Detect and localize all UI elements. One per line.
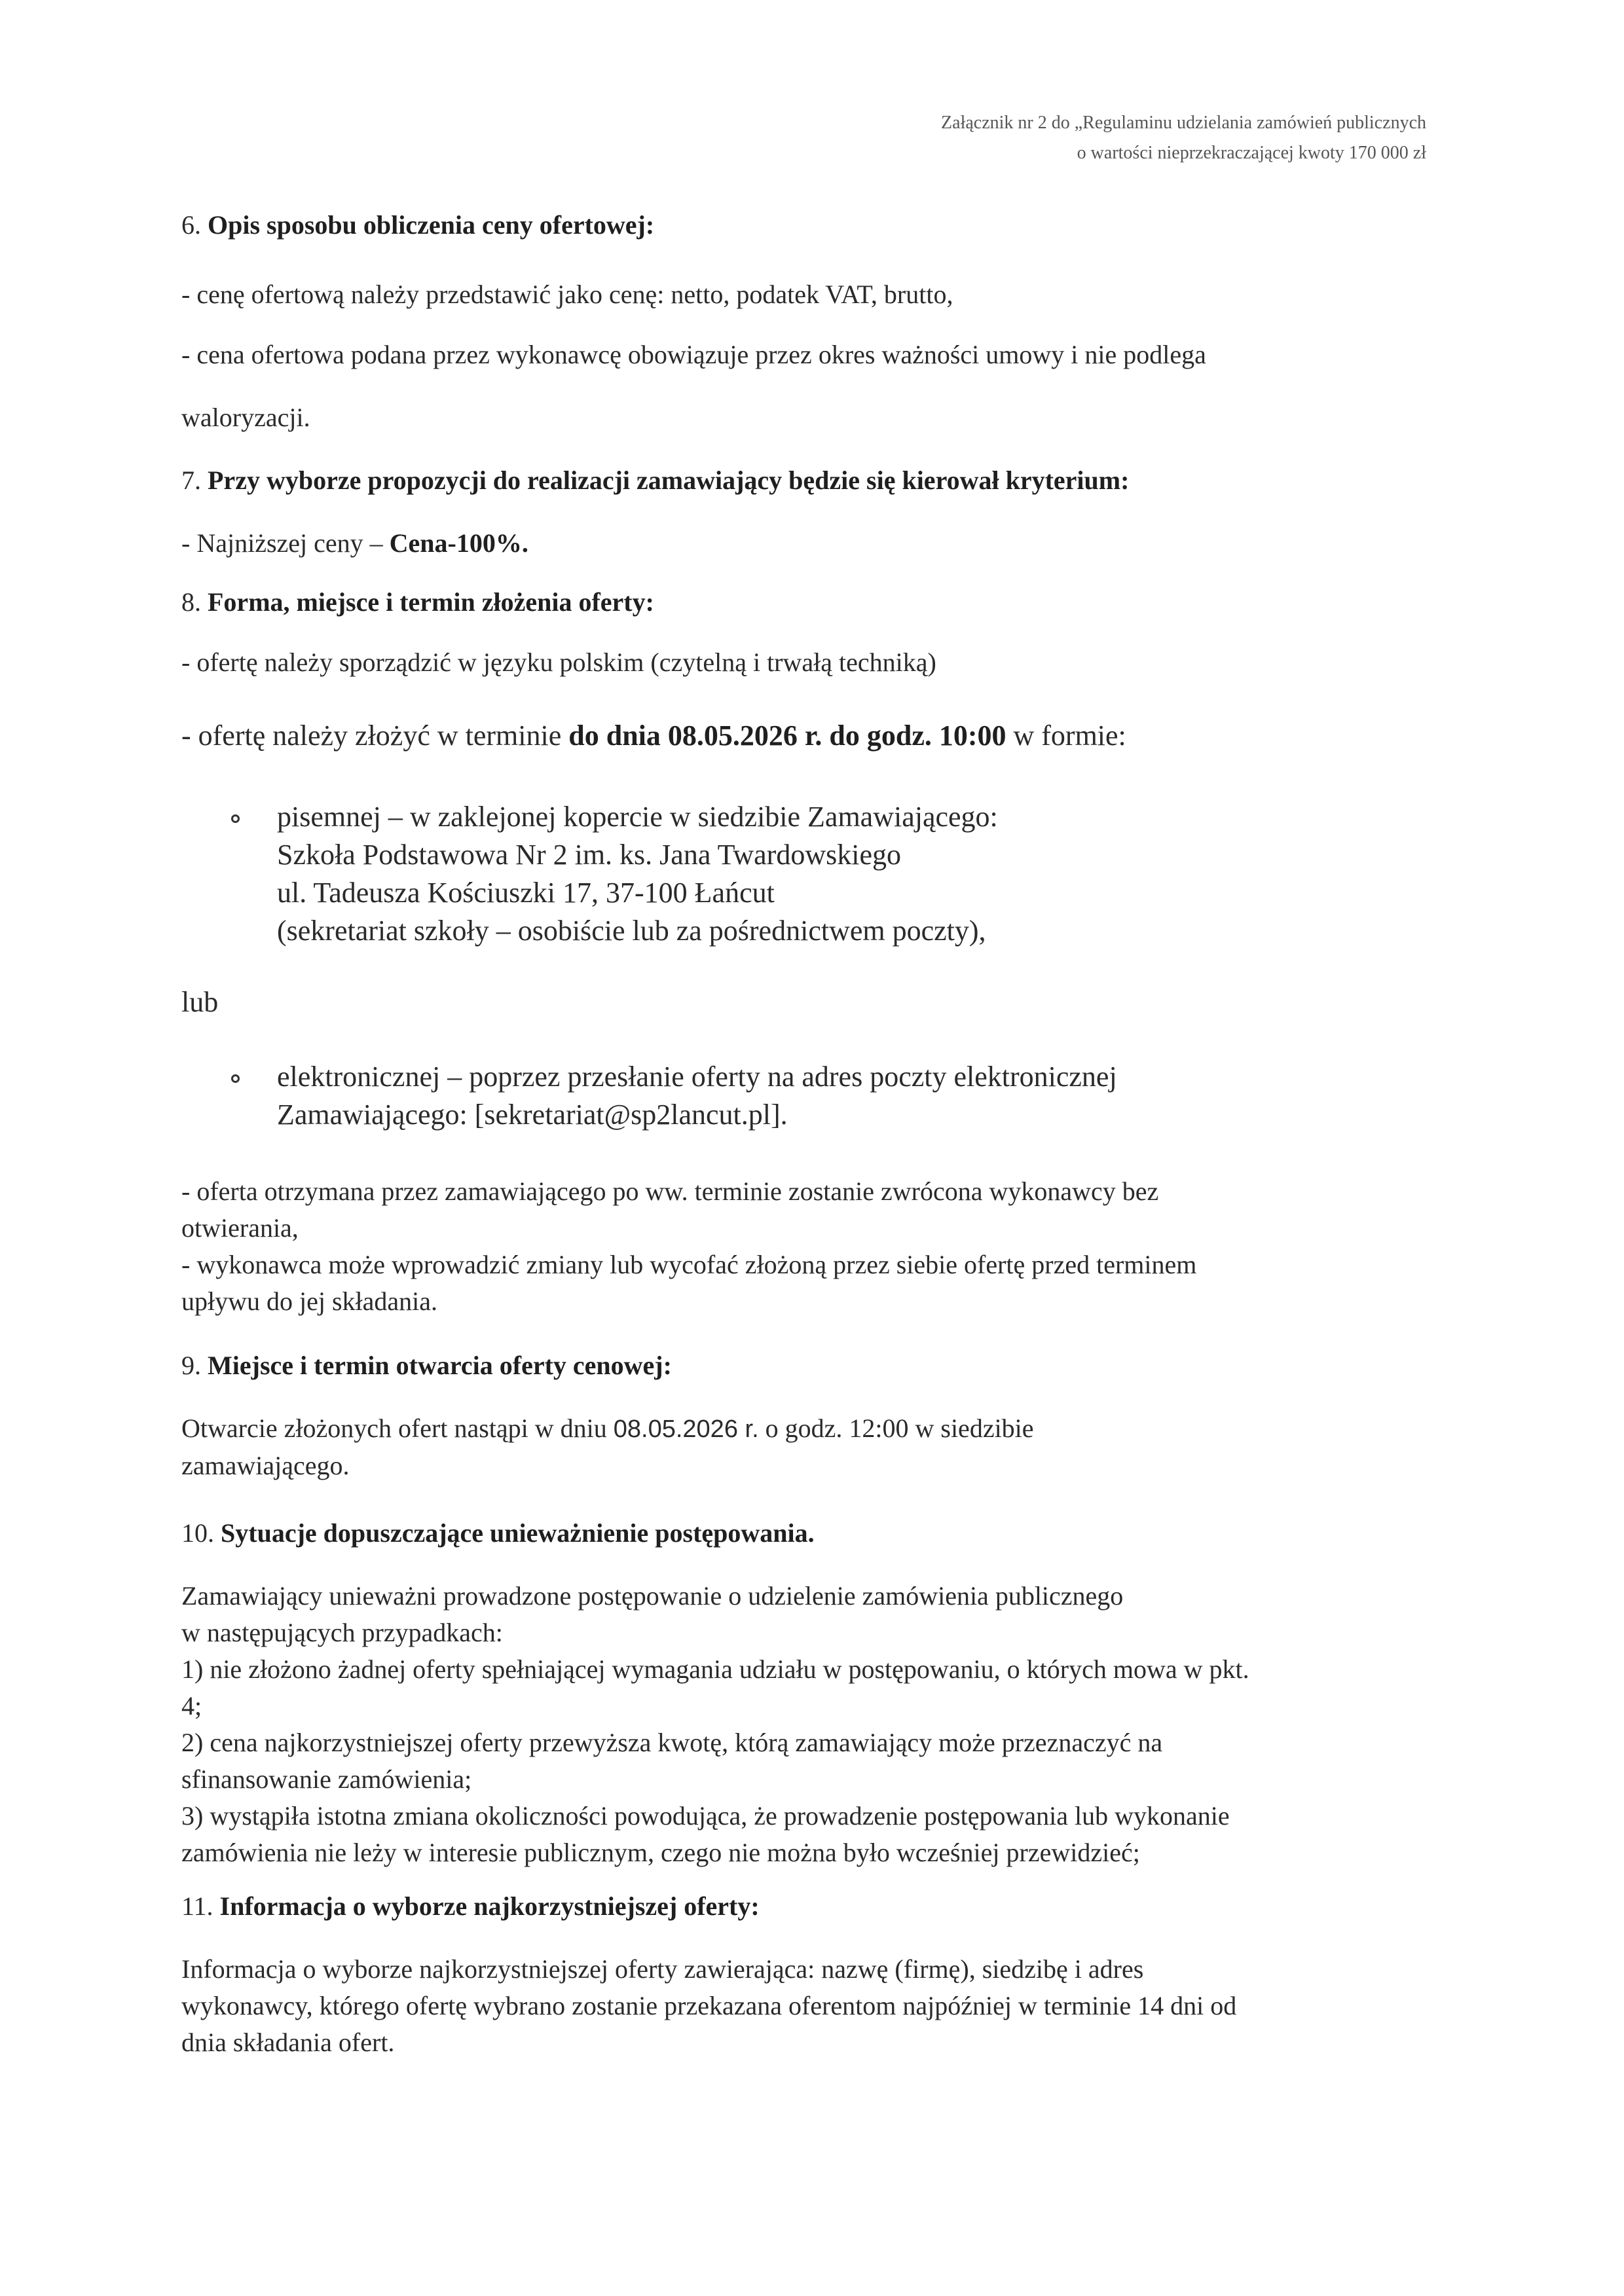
section-10-line-7: 3) wystąpiła istotna zmiana okoliczności powodująca, że prowadzenie postępowania lub wykonanie bbox=[181, 1801, 1230, 1831]
section-6-line-1: - cenę ofertową należy przedstawić jako cenę: netto, podatek VAT, brutto, bbox=[181, 280, 953, 309]
note-line-3: - wykonawca może wprowadzić zmiany lub wycofać złożoną przez siebie ofertę przed terminem bbox=[181, 1250, 1197, 1279]
bullet-1-line-4: (sekretariat szkoły – osobiście lub za pośrednictwem poczty), bbox=[277, 915, 986, 947]
bullet-2-line-1: elektronicznej – poprzez przesłanie oferty na adres poczty elektronicznej bbox=[277, 1061, 1117, 1093]
section-title: Przy wyborze propozycji do realizacji zamawiający będzie się kierował kryterium: bbox=[208, 465, 1130, 495]
note-line-4: upływu do jej składania. bbox=[181, 1286, 438, 1316]
section-8-line-1: - ofertę należy sporządzić w języku polskim (czytelną i trwałą techniką) bbox=[181, 647, 936, 677]
section-9-line-2: zamawiającego. bbox=[181, 1451, 350, 1480]
deadline-suffix: w formie: bbox=[1006, 720, 1126, 752]
deadline-prefix: - ofertę należy złożyć w terminie bbox=[181, 720, 569, 752]
header-line-1: Załącznik nr 2 do „Regulaminu udzielania zamówień publicznych bbox=[941, 113, 1426, 133]
section-8-deadline-line bbox=[181, 719, 1424, 752]
bullet-1-line-1: pisemnej – w zaklejonej kopercie w siedzibie Zamawiającego: bbox=[277, 801, 998, 833]
section-7-heading bbox=[181, 460, 1424, 501]
section-10-line-3: 1) nie złożono żadnej oferty spełniającej wymagania udziału w postępowaniu, o których mowa w pkt. bbox=[181, 1654, 1249, 1684]
section-8-notes bbox=[181, 1173, 1424, 1320]
section-10-line-4: 4; bbox=[181, 1691, 202, 1721]
bullet-1-line-3: ul. Tadeusza Kościuszki 17, 37-100 Łańcut bbox=[277, 877, 775, 909]
section-title: Informacja o wyborze najkorzystniejszej oferty: bbox=[219, 1891, 760, 1921]
section-10-line-6: sfinansowanie zamówienia; bbox=[181, 1764, 472, 1794]
section-9-body bbox=[181, 1410, 1424, 1484]
note-line-2: otwierania, bbox=[181, 1213, 299, 1243]
deadline-date: do dnia 08.05.2026 r. do godz. 10:00 bbox=[568, 720, 1006, 752]
section-10-line-1: Zamawiający unieważni prowadzone postępowanie o udzielenie zamówienia publicznego bbox=[181, 1581, 1124, 1611]
opening-time: o godz. 12:00 w siedzibie bbox=[758, 1413, 1034, 1443]
section-number: 7. bbox=[181, 465, 201, 495]
section-11-body bbox=[181, 1951, 1424, 2061]
section-10-heading bbox=[181, 1512, 1424, 1554]
section-number: 9. bbox=[181, 1351, 201, 1380]
header-line-2: o wartości nieprzekraczającej kwoty 170 000 zł bbox=[1077, 143, 1426, 163]
section-number: 11. bbox=[181, 1891, 213, 1921]
section-number: 8. bbox=[181, 587, 201, 617]
section-11-line-2: wykonawcy, którego ofertę wybrano zostanie przekazana oferentom najpóźniej w terminie 14 dni od bbox=[181, 1991, 1237, 2020]
section-9-line-1 bbox=[181, 1410, 1424, 1448]
note-line-1: - oferta otrzymana przez zamawiającego po ww. terminie zostanie zwrócona wykonawcy bez bbox=[181, 1176, 1159, 1206]
criterion-value: Cena-100%. bbox=[389, 528, 528, 558]
criterion-label: - Najniższej ceny – bbox=[181, 528, 390, 558]
bullet-1-text bbox=[277, 798, 1424, 950]
section-10-line-5: 2) cena najkorzystniejszej oferty przewyższa kwotę, którą zamawiający może przeznaczyć na bbox=[181, 1728, 1163, 1757]
section-10-line-2: w następujących przypadkach: bbox=[181, 1618, 503, 1647]
section-10-line-8: zamówienia nie leży w interesie publicznym, czego nie można było wcześniej przewidzieć; bbox=[181, 1838, 1140, 1867]
section-6-line-3: waloryzacji. bbox=[181, 403, 310, 432]
section-11-heading bbox=[181, 1886, 1424, 1927]
section-title: Forma, miejsce i termin złożenia oferty: bbox=[208, 587, 654, 617]
lub-label: lub bbox=[181, 986, 219, 1018]
opening-text: Otwarcie złożonych ofert nastąpi w dniu bbox=[181, 1413, 614, 1443]
bullet-2-text bbox=[277, 1058, 1424, 1134]
section-6-line-2: - cena ofertowa podana przez wykonawcę obowiązuje przez okres ważności umowy i nie podlega bbox=[181, 340, 1206, 369]
bullet-icon bbox=[231, 1074, 240, 1083]
bullet-2-line-2: Zamawiającego: [sekretariat@sp2lancut.pl]. bbox=[277, 1099, 788, 1131]
opening-date: 08.05.2026 r. bbox=[613, 1415, 759, 1443]
bullet-icon bbox=[231, 814, 240, 823]
section-title: Miejsce i termin otwarcia oferty cenowej: bbox=[208, 1351, 672, 1380]
section-8-heading bbox=[181, 581, 1424, 623]
section-title: Sytuacje dopuszczające unieważnienie postępowania. bbox=[221, 1518, 815, 1548]
section-number: 6. bbox=[181, 210, 201, 240]
section-10-body bbox=[181, 1578, 1424, 1871]
bullet-1-line-2: Szkoła Podstawowa Nr 2 im. ks. Jana Twardowskiego bbox=[277, 839, 901, 871]
section-11-line-1: Informacja o wyborze najkorzystniejszej oferty zawierająca: nazwę (firmę), siedzibę i adres bbox=[181, 1954, 1144, 1984]
section-7-line-1 bbox=[181, 522, 1424, 564]
section-9-heading bbox=[181, 1345, 1424, 1387]
section-11-line-3: dnia składania ofert. bbox=[181, 2028, 395, 2057]
section-title: Opis sposobu obliczenia ceny ofertowej: bbox=[208, 210, 655, 240]
section-number: 10. bbox=[181, 1518, 214, 1548]
section-6-heading bbox=[181, 204, 1424, 246]
